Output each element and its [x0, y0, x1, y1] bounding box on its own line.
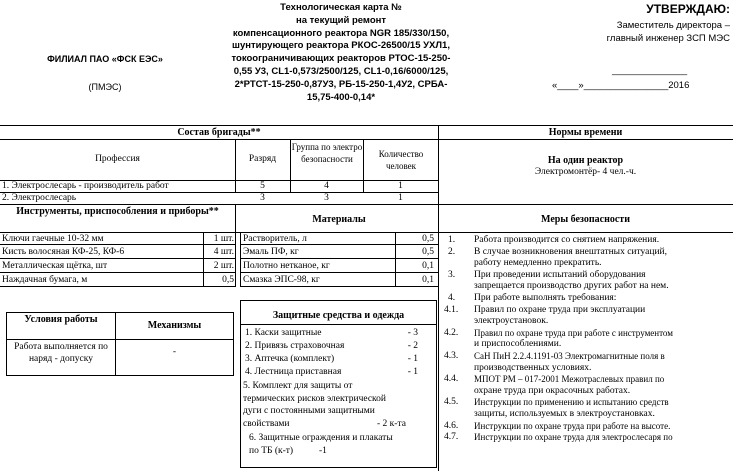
safety-text: и приспособлениями.: [474, 339, 562, 350]
protection-line: свойствами: [243, 418, 290, 429]
material-qty: 0,5: [422, 234, 434, 244]
approve-line: главный инженер ЗСП МЭС: [606, 33, 730, 44]
tool-name: Кисть волосяная КФ-25, КФ-6: [2, 247, 125, 257]
safety-text: Инструкции по охране труда при работе на высоте.: [474, 420, 671, 431]
protection-line: термических рисков электрической: [243, 393, 387, 404]
material-name: Растворитель, л: [243, 234, 307, 244]
title-line: шунтирующего реактора РКОС-26500/15 УХЛ1,: [232, 40, 450, 52]
conditions-value: Работа выполняется по наряд - допуску: [14, 342, 108, 364]
col-group: Группа по электробезопасности: [291, 142, 363, 164]
conditions-table: [6, 312, 234, 376]
grid-line: [0, 139, 733, 140]
brigade-rank: 3: [260, 193, 265, 203]
grid-line: [240, 232, 241, 287]
safety-num: 4.2.: [444, 327, 459, 338]
safety-item: [444, 421, 732, 433]
protection-line: дуги с постоянными защитными: [243, 406, 375, 416]
protection-qty: - 1: [407, 367, 418, 377]
protection-item-5: [243, 380, 433, 430]
grid-line: [235, 204, 236, 232]
safety-text: запрещается производство других работ на нем.: [474, 281, 669, 292]
safety-num: 2.: [448, 246, 456, 257]
protection-item-6: [249, 432, 435, 457]
col-mechanisms: Механизмы: [147, 320, 202, 331]
brigade-count: 1: [398, 193, 403, 203]
grid-line: [235, 232, 236, 287]
title-line: на текущий ремонт: [295, 14, 387, 26]
safety-item: [444, 293, 732, 305]
tools-title: Инструменты, приспособления и приборы**: [16, 206, 219, 217]
document-title: [210, 2, 472, 104]
protection-qty: - 2: [407, 341, 418, 351]
brigade-group: 3: [324, 193, 329, 203]
safety-text: Инструкции по применению и испытанию средств: [474, 397, 669, 408]
safety-num: 1.: [448, 235, 456, 245]
safety-text: работу немедленно прекратить.: [474, 258, 602, 269]
safety-text: МПОТ РМ – 017-2001 Межотраслевых правил по: [474, 374, 665, 385]
safety-num: 4.3.: [444, 350, 459, 361]
brigade-title: Состав бригады**: [177, 127, 261, 138]
branch-name: ФИЛИАЛ ПАО «ФСК ЕЭС»: [47, 54, 163, 64]
safety-text: В случае возникновения внештатных ситуаций,: [474, 246, 667, 257]
material-qty: 0,5: [422, 247, 434, 257]
grid-line: [0, 244, 235, 245]
brigade-count: 1: [398, 181, 403, 191]
materials-title: Материалы: [312, 214, 366, 225]
material-qty: 0,1: [422, 261, 434, 271]
material-name: Эмаль ПФ, кг: [243, 247, 299, 257]
approve-line: Заместитель директора –: [616, 20, 730, 31]
protection-line: 5. Комплект для защиты от: [243, 381, 353, 391]
approve-date: «____»________________2016: [552, 80, 690, 91]
protection-qty: - 2 к-та: [377, 418, 406, 429]
safety-text: защиты, используемых в электроустановках.: [474, 408, 655, 419]
col-rank: Разряд: [248, 154, 277, 164]
title-line: Технологическая карта №: [280, 2, 402, 13]
signature-line: _______________: [612, 65, 688, 75]
protection-item: 4. Лестница приставная: [245, 367, 342, 377]
col-profession: Профессия: [95, 154, 140, 164]
safety-num: 4.1.: [444, 304, 459, 315]
safety-text: Правил по охране труда при работе с инструментом: [474, 327, 673, 338]
safety-num: 3.: [448, 269, 456, 280]
safety-num: 4.4.: [444, 374, 459, 385]
protection-qty: -1: [319, 445, 327, 456]
safety-text: Инструкции по охране труда для электрослесаря по: [474, 432, 673, 443]
safety-item: [444, 235, 732, 247]
safety-list: [444, 235, 732, 444]
tool-name: Ключи гаечные 10-32 мм: [2, 234, 104, 244]
grid-line: [0, 286, 235, 287]
protection-line: по ТБ (к-т): [249, 445, 294, 456]
safety-item: [444, 270, 732, 293]
tool-qty: 4 шт.: [213, 247, 234, 257]
col-conditions: Условия работы: [24, 314, 98, 325]
approve-title: УТВЕРЖДАЮ:: [646, 2, 730, 16]
protection-box: [240, 300, 437, 468]
brigade-rank: 5: [260, 181, 265, 191]
protection-qty: - 3: [407, 328, 418, 338]
approve-block: [560, 19, 730, 45]
grid-line: [240, 244, 438, 245]
title-line: компенсационного реактора NGR 185/330/150,: [232, 27, 450, 39]
tool-qty: 2 шт.: [213, 261, 234, 271]
safety-item: [444, 374, 732, 397]
grid-line: [0, 125, 733, 126]
mechanisms-value: -: [172, 347, 177, 357]
material-name: Смазка ЭПС-98, кг: [243, 275, 320, 285]
protection-item: 3. Аптечка (комплект): [245, 354, 335, 364]
safety-text: производственных условиях.: [474, 362, 592, 373]
safety-title: Меры безопасности: [541, 214, 630, 225]
grid-line: [0, 204, 733, 205]
time-norms-title: Нормы времени: [548, 127, 623, 138]
safety-item: [444, 351, 732, 374]
safety-num: 4.7.: [444, 432, 459, 443]
material-name: Полотно нетканое, кг: [243, 261, 330, 271]
title-line: 2*РТСТ-15-250-0,87У3, РБ-15-250-1,4У2, СРБА-: [234, 78, 448, 90]
protection-line: 6. Защитные ограждения и плакаты: [249, 433, 393, 443]
safety-num: 4.6.: [444, 420, 459, 431]
protection-item: 1. Каски защитные: [245, 328, 322, 338]
grid-line: [240, 272, 438, 273]
col-count: Количество человек: [378, 149, 424, 171]
safety-item: [444, 432, 732, 444]
safety-num: 4.5.: [444, 397, 459, 408]
tool-qty: 0,5: [222, 275, 234, 285]
time-norms-value: Электромонтёр- 4 чел.-ч.: [534, 167, 637, 177]
unit-name: (ПМЭС): [88, 82, 122, 92]
grid-line: [240, 286, 438, 287]
grid-line: [0, 232, 733, 233]
safety-text: При работе выполнять требования:: [474, 292, 617, 303]
title-line: токоограничивающих реакторов РТОС-15-250-: [231, 53, 451, 65]
safety-text: СаН ПиН 2.2.4.1191-03 Электромагнитные поля в: [474, 350, 665, 361]
tool-qty: 1 шт.: [213, 234, 234, 244]
safety-item: [444, 328, 732, 351]
safety-item: [444, 247, 732, 270]
safety-text: электроустановок.: [474, 316, 549, 327]
material-qty: 0,1: [422, 275, 434, 285]
brigade-group: 4: [324, 181, 329, 191]
safety-text: Работа производится со снятием напряжения.: [474, 235, 660, 245]
brigade-profession: 1. Электрослесарь - производитель работ: [2, 181, 169, 191]
safety-text: охране труда при окрасочных работах.: [474, 385, 631, 396]
title-line: 0,55 У3, CL1-0,573/2500/125, CL1-0,16/6000/125,: [233, 65, 449, 77]
tool-name: Металлическая щётка, шт: [2, 261, 108, 271]
safety-num: 4.: [448, 292, 456, 303]
grid-line: [0, 258, 235, 259]
brigade-profession: 2. Электрослесарь: [2, 193, 77, 203]
time-norms-subtitle: На один реактор: [547, 155, 624, 166]
protection-qty: - 1: [407, 354, 418, 364]
protection-title: Защитные средства и одежда: [272, 310, 405, 321]
title-line: 15,75-400-0,14*: [306, 91, 376, 103]
safety-text: Правил по охране труда при эксплуатации: [474, 304, 646, 315]
protection-item: 2. Привязь страховочная: [245, 341, 345, 351]
grid-line: [0, 272, 235, 273]
safety-item: [444, 305, 732, 328]
grid-line: [240, 258, 438, 259]
safety-text: При проведении испытаний оборудования: [474, 269, 646, 280]
tool-name: Наждачная бумага, м: [2, 275, 88, 285]
safety-item: [444, 397, 732, 420]
